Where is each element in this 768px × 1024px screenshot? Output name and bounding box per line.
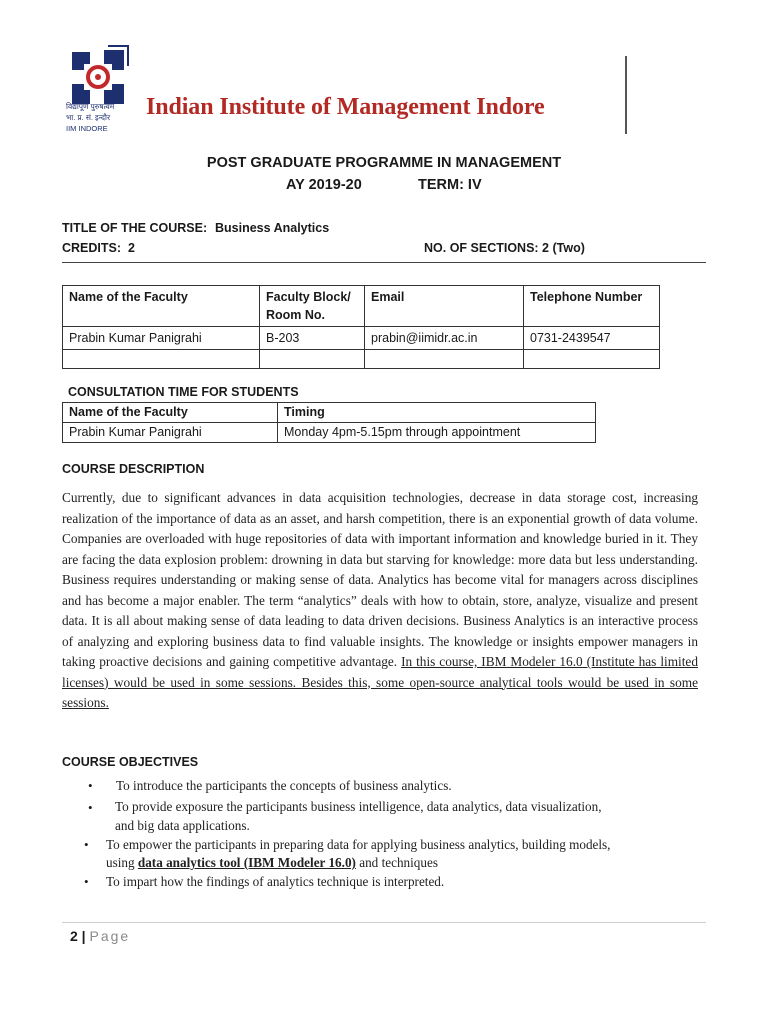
objective-3-line2 (106, 854, 438, 872)
table-row (63, 403, 596, 423)
cell-timing: Monday 4pm-5.15pm through appointment (278, 423, 596, 443)
logo-hindi-name: भा. प्र. सं. इन्दौर (66, 113, 111, 122)
table-row-empty (63, 350, 660, 369)
header-divider (625, 56, 627, 134)
cell-email: prabin@iimidr.ac.in (365, 327, 524, 350)
footer-rule (62, 922, 706, 923)
logo-english-name: IIM INDORE (66, 124, 108, 133)
course-description-title: COURSE DESCRIPTION (62, 462, 205, 476)
cell-empty (260, 350, 365, 369)
no-of-sections: NO. OF SECTIONS: 2 (Two) (424, 241, 585, 255)
objective-3-prefix: using (106, 855, 138, 870)
term: TERM: IV (418, 177, 482, 193)
course-info-rule (62, 262, 706, 263)
cell-empty (365, 350, 524, 369)
course-objectives-title: COURSE OBJECTIVES (62, 755, 199, 769)
header-faculty-block-line1: Faculty Block/ (266, 290, 351, 304)
header-faculty-name: Name of the Faculty (63, 286, 260, 327)
table-row (63, 423, 596, 443)
page-separator: | (77, 928, 90, 944)
cell-faculty-name: Prabin Kumar Panigrahi (63, 423, 278, 443)
header-telephone: Telephone Number (524, 286, 660, 327)
table-row (63, 286, 660, 327)
consultation-title: CONSULTATION TIME FOR STUDENTS (68, 385, 299, 399)
table-row (63, 327, 660, 350)
institute-name: Indian Institute of Management Indore (146, 94, 545, 120)
cell-faculty-name: Prabin Kumar Panigrahi (63, 327, 260, 350)
iim-indore-logo (64, 42, 132, 138)
letterhead (64, 42, 628, 138)
description-underlined: In this course, IBM Modeler 16.0 (Institute has limited licenses) would be used in some sessions. Besides this, some open-source analytical tools would be used in some sessions. (62, 654, 698, 710)
course-title-value: Business Analytics (215, 221, 330, 235)
page-label: Page (89, 928, 131, 944)
objective-3-suffix: and techniques (355, 855, 438, 870)
cell-empty (63, 350, 260, 369)
faculty-table (62, 285, 660, 369)
academic-year: AY 2019-20 (286, 177, 362, 193)
cell-telephone: 0731-2439547 (524, 327, 660, 350)
objective-1: To introduce the participants the concepts of business analytics. (116, 778, 452, 793)
course-title-label: TITLE OF THE COURSE: (62, 221, 208, 235)
objective-3-tool: data analytics tool (IBM Modeler 16.0) (137, 855, 356, 870)
bullet-icon: • (84, 874, 89, 889)
objective-2-line2: and big data applications. (115, 818, 250, 833)
cell-room: B-203 (260, 327, 365, 350)
objective-2-line1: To provide exposure the participants business intelligence, data analytics, data visualization, (115, 799, 602, 814)
page-number: 2 (70, 928, 78, 944)
header-timing: Timing (278, 403, 596, 423)
programme-title: POST GRADUATE PROGRAMME IN MANAGEMENT (206, 155, 562, 171)
cell-empty (524, 350, 660, 369)
bullet-icon: • (88, 778, 93, 793)
header-faculty-name: Name of the Faculty (63, 403, 278, 423)
header-faculty-block-line2: Room No. (266, 308, 326, 322)
header-faculty-block (260, 286, 365, 327)
header-email: Email (365, 286, 524, 327)
consultation-table (62, 402, 596, 443)
credits: CREDITS: 2 (62, 241, 135, 255)
objective-4: To impart how the findings of analytics technique is interpreted. (106, 874, 445, 889)
logo-motto: विद्यापूर्ण पुरुषत्वम (66, 102, 115, 111)
page-footer (70, 928, 130, 944)
description-body: Currently, due to significant advances in data acquisition technologies, decrease in data storage cost, increasing realization of the importance of data as an asset, and harsh competition, there is an exponential growth of data volume. Companies are overloaded with huge repositories of data with important information and knowledge buried in it. They are facing the data explosion problem: drowning in data but starving for knowledge: more data but less understanding. Business requires understanding or making sense of data. Analytics has become vital for managers across disciplines and has become a major enabler. The term “analytics” deals with how to obtain, store, analyze, visualize and present data. It is all about making sense of data leading to data driven decisions. Business Analytics is an interactive process of analyzing and exploring business data to find valuable insights. The knowledge or insights empower managers in taking proactive decisions and gaining competitive advantage. (62, 490, 698, 669)
bullet-icon: • (84, 837, 89, 852)
bullet-icon: • (88, 800, 93, 815)
objective-3-line1: To empower the participants in preparing data for applying business analytics, building models, (106, 837, 611, 852)
course-description-text (62, 488, 698, 714)
